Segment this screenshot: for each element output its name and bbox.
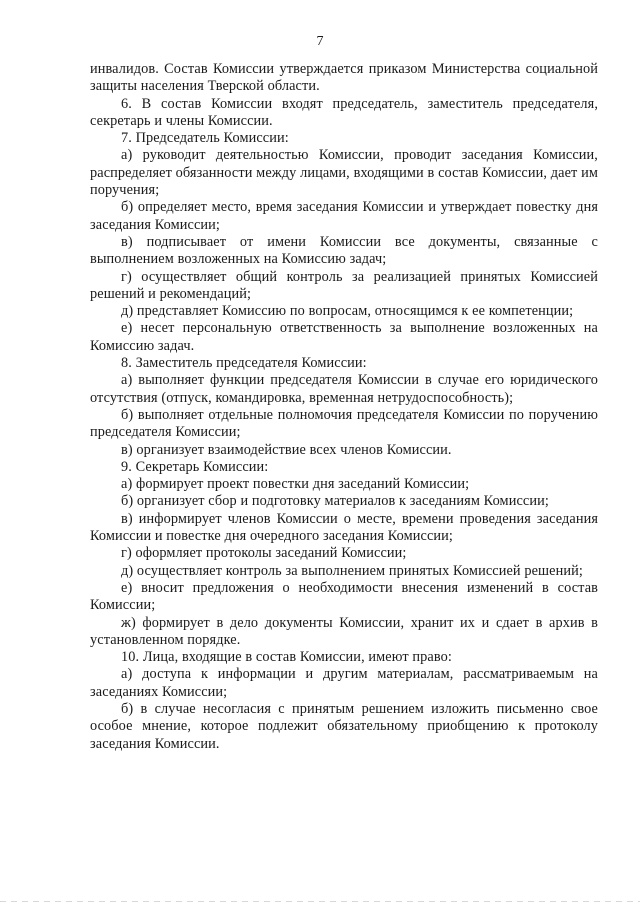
- list-item: б) выполняет отдельные полномочия председателя Комиссии по поручению председателя Комиссии;: [90, 406, 598, 441]
- list-item: ж) формирует в дело документы Комиссии, хранит их и сдает в архив в установленном порядке.: [90, 614, 598, 648]
- list-item: д) представляет Комиссию по вопросам, относящимся к ее компетенции;: [121, 303, 574, 320]
- document-body: [90, 61, 598, 753]
- list-item: в) информирует членов Комиссии о месте, времени проведения заседания Комиссии и повестке дня очередного заседания Комиссии;: [90, 510, 598, 545]
- section-heading: 10. Лица, входящие в состав Комиссии, имеют право:: [121, 649, 452, 666]
- list-item: е) несет персональную ответственность за выполнение возложенных на Комиссию задач.: [90, 320, 598, 354]
- section-heading: 9. Секретарь Комиссии:: [121, 458, 269, 475]
- list-item: б) определяет место, время заседания Комиссии и утверждает повестку дня заседания Комиссии;: [90, 199, 598, 233]
- list-item: е) вносит предложения о необходимости внесения изменений в состав Комиссии;: [90, 579, 598, 614]
- list-item: г) оформляет протоколы заседаний Комиссии;: [121, 545, 407, 562]
- page-number: 7: [316, 34, 324, 49]
- list-item: в) подписывает от имени Комиссии все документы, связанные с выполнением возложенных на Комиссию задач;: [90, 233, 598, 268]
- scan-edge-divider: [0, 901, 640, 902]
- list-item: б) организует сбор и подготовку материалов к заседаниям Комиссии;: [121, 493, 549, 510]
- list-item: в) организует взаимодействие всех членов Комиссии.: [121, 441, 452, 458]
- list-item: г) осуществляет общий контроль за реализацией принятых Комиссией решений и рекомендаций;: [90, 268, 598, 302]
- paragraph: 6. В состав Комиссии входят председатель, заместитель председателя, секретарь и члены Комиссии.: [90, 95, 598, 129]
- section-heading: 7. Председатель Комиссии:: [121, 130, 289, 147]
- list-item: а) доступа к информации и другим материалам, рассматриваемым на заседаниях Комиссии;: [90, 666, 598, 700]
- list-item: а) руководит деятельностью Комиссии, проводит заседания Комиссии, распределяет обязанности между лицами, входящими в состав Комиссии, дает им поручения;: [90, 147, 598, 199]
- section-heading: 8. Заместитель председателя Комиссии:: [121, 355, 367, 372]
- list-item: б) в случае несогласия с принятым решением изложить письменно свое особое мнение, которое подлежит обязательному приобщению к протоколу заседания Комиссии.: [90, 700, 598, 752]
- paragraph: инвалидов. Состав Комиссии утверждается приказом Министерства социальной защиты населения Тверской области.: [90, 61, 598, 95]
- list-item: а) выполняет функции председателя Комиссии в случае его юридического отсутствия (отпуск, командировка, временная нетрудоспособность);: [90, 372, 598, 406]
- list-item: д) осуществляет контроль за выполнением принятых Комиссией решений;: [121, 562, 583, 579]
- list-item: а) формирует проект повестки дня заседаний Комиссии;: [121, 476, 470, 493]
